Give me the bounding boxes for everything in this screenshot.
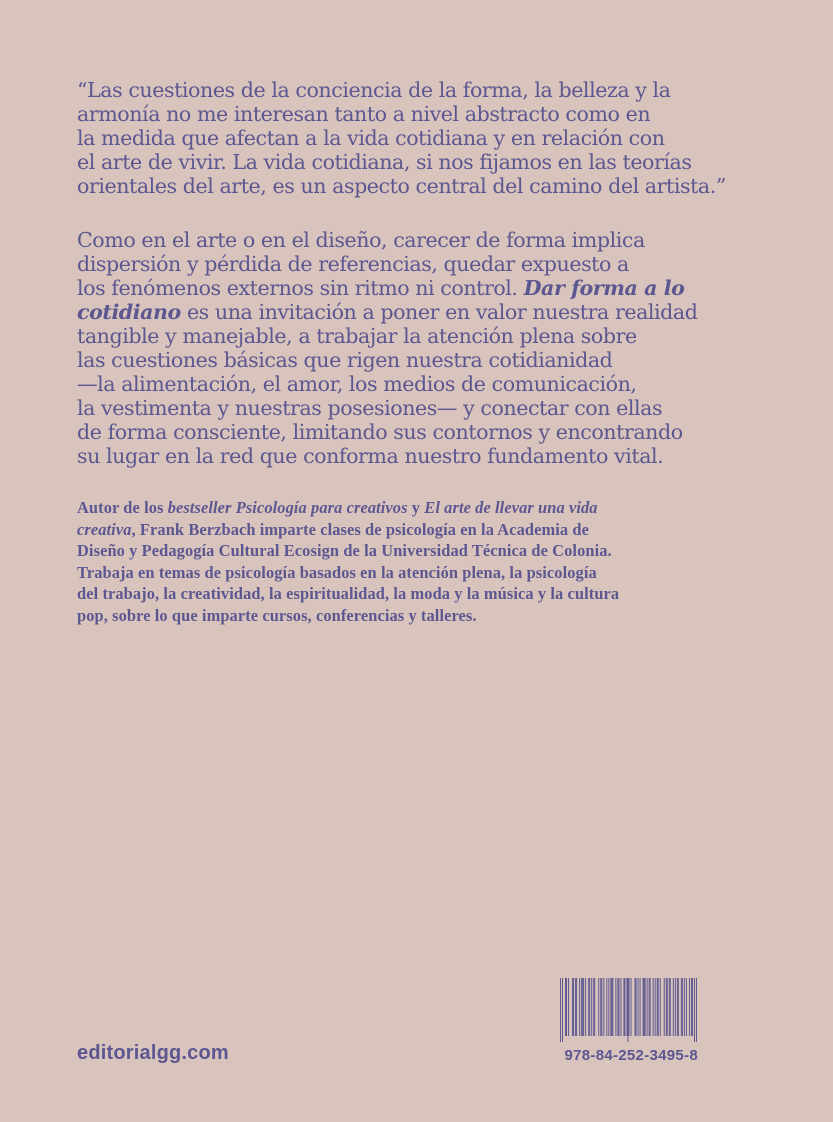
barcode-bar [575,978,576,1036]
barcode-bar [582,978,583,1036]
bio-text: , Frank Berzbach imparte clases de psicología en la Academia de [131,519,589,539]
barcode-bar [618,978,619,1036]
author-quote [77,78,777,198]
barcode [560,978,697,1042]
barcode-bar [684,978,685,1036]
book-title: cotidiano [77,300,181,324]
barcode-bar [566,978,567,1036]
barcode-bar [696,978,697,1042]
barcode-bar [594,978,595,1036]
barcode-bar [667,978,668,1036]
synopsis-line [77,300,777,324]
bio-line: pop, sobre lo que imparte cursos, conferencias y talleres. [77,605,477,625]
barcode-bar [611,978,612,1036]
barcode-bar [631,978,632,1036]
barcode-bar [560,978,561,1042]
barcode-bar [673,978,674,1036]
barcode-bar [640,978,641,1036]
barcode-bar [660,978,661,1036]
synopsis-line [77,276,777,300]
barcode-bar [585,978,586,1036]
barcode-bar [579,978,580,1036]
barcode-bar [603,978,604,1036]
barcode-bar [620,978,621,1036]
barcode-bar [568,978,569,1036]
bio-text: Autor de los [77,498,168,517]
synopsis-line: de forma consciente, limitando sus contornos y encontrando [77,420,683,444]
bio-book-title: bestseller Psicología para creativos [167,498,408,517]
bio-book-title: creativa [77,519,132,539]
synopsis-line: la vestimenta y nuestras posesiones— y conectar con ellas [77,396,663,420]
barcode-bar [608,978,609,1036]
barcode-bar [581,978,582,1036]
barcode-icon [560,978,697,1042]
barcode-bar [606,978,607,1036]
barcode-bar [598,978,599,1036]
barcode-bar [589,978,590,1036]
quote-line: el arte de vivir. La vida cotidiana, si nos fijamos en las teorías [77,150,692,174]
book-title: Dar forma a lo [523,276,685,300]
barcode-bar [694,978,695,1042]
barcode-bar [689,978,690,1036]
synopsis-line: dispersión y pérdida de referencias, quedar expuesto a [77,252,629,276]
barcode-bar [682,978,683,1036]
barcode-bar [636,978,637,1036]
barcode-bar [629,978,630,1036]
isbn-number: 978-84-252-3495-8 [564,1047,698,1064]
bio-text: y [407,498,425,517]
synopsis-line: —la alimentación, el amor, los medios de comunicación, [77,372,637,396]
bio-line: del trabajo, la creatividad, la espiritualidad, la moda y la música y la cultura [77,584,620,603]
synopsis-line: las cuestiones básicas que rigen nuestra cotidianidad [77,348,613,372]
quote-line: la medida que afectan a la vida cotidiana y en relación con [77,126,665,150]
bio-line: Diseño y Pedagogía Cultural Ecosign de la Universidad Técnica de Colonia. [77,541,612,560]
barcode-bar [653,978,654,1036]
barcode-bar [635,978,636,1036]
barcode-bar [600,978,601,1036]
author-bio [77,497,777,626]
barcode-bar [677,978,678,1036]
barcode-bar [670,978,671,1036]
bio-line [77,497,777,519]
barcode-bar [681,978,682,1036]
barcode-bar [638,978,639,1036]
synopsis-text: es una invitación a poner en valor nuestra realidad [180,300,698,324]
barcode-bar [626,978,627,1036]
barcode-bar [593,978,594,1036]
synopsis-line: tangible y manejable, a trabajar la atención plena sobre [77,324,637,348]
barcode-bar [691,978,692,1036]
barcode-bar [643,978,644,1036]
barcode-bar [601,978,602,1036]
quote-line: “Las cuestiones de la conciencia de la forma, la belleza y la [77,78,671,102]
quote-line: armonía no me interesan tanto a nivel abstracto como en [77,102,651,126]
bio-line [77,519,777,541]
synopsis-line: Como en el arte o en el diseño, carecer de forma implica [77,228,645,252]
barcode-bar [649,978,650,1036]
publisher-website[interactable]: editorialgg.com [77,1042,229,1064]
barcode-bar [576,978,577,1036]
barcode-bar [562,978,563,1042]
barcode-bar [664,978,665,1036]
barcode-bar [565,978,566,1036]
barcode-bar [583,978,584,1036]
barcode-bar [657,978,658,1036]
quote-line: orientales del arte, es un aspecto central del camino del artista.” [77,174,726,198]
barcode-bar [645,978,646,1036]
synopsis-line: su lugar en la red que conforma nuestro fundamento vital. [77,444,664,468]
bio-book-title: El arte de llevar una vida [424,498,598,517]
barcode-bar [658,978,659,1036]
barcode-bar [623,978,624,1036]
barcode-bar [650,978,651,1036]
bio-line: Trabaja en temas de psicología basados en la atención plena, la psicología [77,562,597,582]
barcode-bar [617,978,618,1036]
synopsis-text: los fenómenos externos sin ritmo ni control. [77,276,524,300]
barcode-bar [675,978,676,1036]
barcode-bar [644,978,645,1036]
barcode-bar [686,978,687,1036]
barcode-bar [615,978,616,1036]
barcode-bar [612,978,613,1036]
barcode-bar [610,978,611,1036]
barcode-bar [624,978,625,1036]
barcode-bar [573,978,574,1036]
synopsis [77,228,777,468]
barcode-bar [678,978,679,1036]
barcode-bar [591,978,592,1036]
barcode-bar [666,978,667,1036]
barcode-bar [588,978,589,1036]
barcode-bar [655,978,656,1036]
barcode-bar [647,978,648,1036]
barcode-bar [627,978,628,1042]
barcode-bar [572,978,573,1036]
barcode-bar [669,978,670,1036]
barcode-bar [692,978,693,1036]
